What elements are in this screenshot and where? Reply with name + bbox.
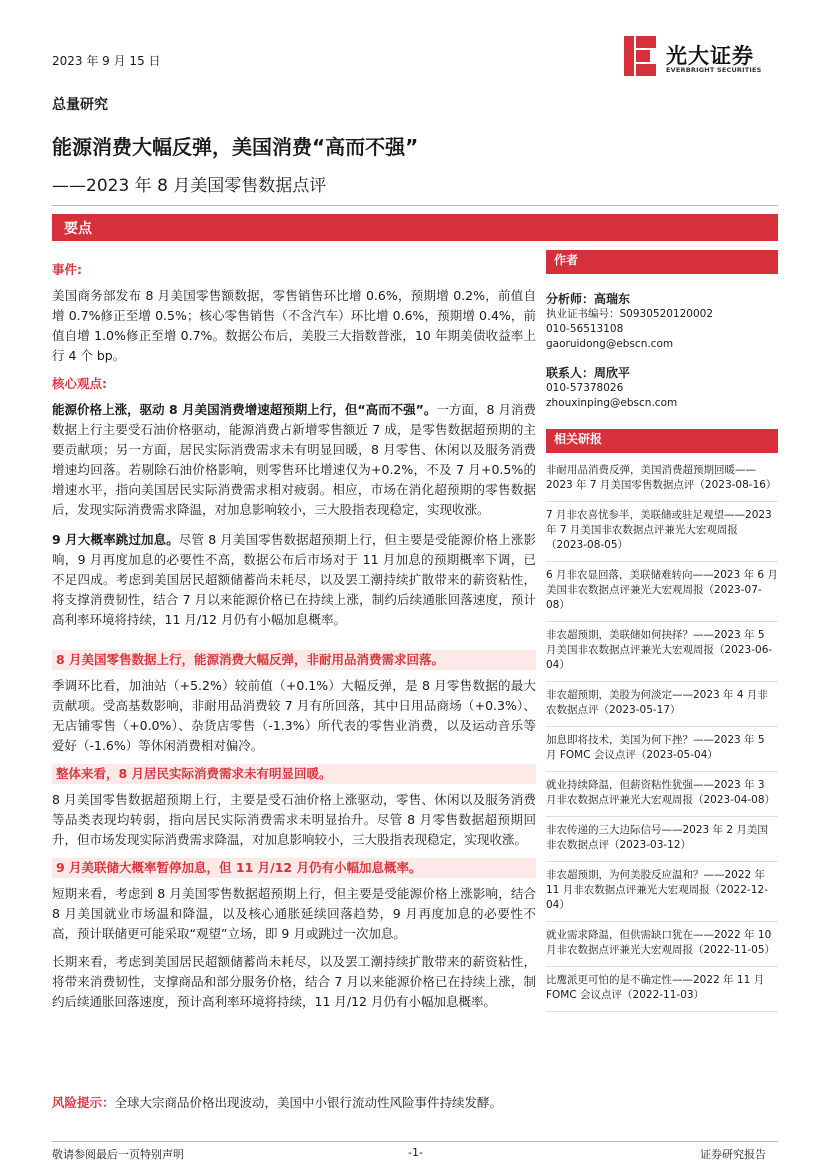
section-2-text: 8 月美国零售数据超预期上行，主要是受石油价格上涨驱动，零售、休闲以及服务消费等品类表现均转弱，指向居民实际消费需求未明显抬升。尽管 8 月零售数据超预期回升，但市场发现实际消费需求降温，对加息影响较小，三大股指表现稳定，实现收涨。 [52,792,536,847]
core-p1-bold: 能源价格上涨，驱动 8 月美国消费增速超预期上行，但“高而不强”。 [52,402,437,417]
analyst-phone: 010-56513108 [546,323,624,335]
footer-disclaimer: 敬请参阅最后一页特别声明 [52,1148,184,1161]
core-label: 核心观点: [52,376,107,391]
logo-text-cn: 光大证券 [666,44,754,68]
core-paragraph-2 [52,530,536,630]
core-p2-text: 尽管 8 月美国零售数据超预期上行，但主要是受能源价格上涨影响，9 月再度加息的必要性不高，数据公布后市场对于 11 月加息的预期概率下调，已不足四成。考虑到美国居民超额储蓄尚未耗尽，以及罢工潮持续扩散带来的薪资粘性，将支撑消费韧性，结合 7 月以来能源价格已在持续上涨，制约后续通胀回落速度，预计高利率环境将持续，11 月/12 月仍有小幅加息概率。 [52,532,536,627]
analyst-cert: 执业证书编号：S0930520120002 [546,308,714,320]
related-header: 相关研报 [546,429,778,453]
footer-report-type: 证券研究报告 [700,1148,766,1161]
related-report-item[interactable]: 7 月非农喜忧参半，美联储或驻足观望——2023 年 7 月美国非农数据点评兼光大宏观周报（2023-08-05） [546,502,778,562]
report-title: 能源消费大幅反弹，美国消费“高而不强” [52,135,419,159]
section-3-text-2: 长期来看，考虑到美国居民超额储蓄尚未耗尽，以及罢工潮持续扩散带来的薪资粘性，将带来消费韧性，支撑商品和部分服务价格，结合 7 月以来能源价格已在持续上涨，制约后续通胀回落速度，预计高利率环境将持续，11 月/12 月仍有小幅加息概率。 [52,954,536,1009]
contact-phone: 010-57378026 [546,382,624,394]
page-number: -1- [408,1146,423,1159]
main-content [52,260,536,1012]
sidebar [546,250,778,1012]
logo-text-en: EVERBRIGHT SECURITIES [666,66,762,74]
risk-label: 风险提示： [52,1095,115,1110]
header-divider [52,205,778,206]
section-1-text: 季调环比看，加油站（+5.2%）较前值（+0.1%）大幅反弹，是 8 月零售数据的最大贡献项。受高基数影响，非耐用品消费较 7 月有所回落，其中日用品商场（+0.3%）、无店铺零售（+0.0%）、杂货店零售（-1.3%）所代表的零售业消费，以及运动音乐等爱好（-1.6%）等休闲消费相对偏冷。 [52,678,536,753]
report-subtitle: ——2023 年 8 月美国零售数据点评 [52,176,327,196]
risk-text: 全球大宗商品价格出现波动，美国中小银行流动性风险事件持续发酵。 [114,1095,503,1110]
related-report-item[interactable]: 非农传递的三大边际信号——2023 年 2 月美国非农数据点评（2023-03-12） [546,817,778,862]
section-2-label: 整体来看，8 月居民实际消费需求未有明显回暖。 [52,764,536,784]
event-text: 美国商务部发布 8 月美国零售额数据，零售销售环比增 0.6%，预期增 0.2%，前值自增 0.7%修正至增 0.5%；核心零售销售（不含汽车）环比增 0.6%，预期增 0.4%，前值自增 1.0%修正至增 0.7%。数据公布后，美股三大指数普涨，10 年期美债收益率上行 4 个 bp。 [52,288,536,363]
author-block [546,274,778,411]
event-label: 事件: [52,262,82,277]
related-report-item[interactable]: 6 月非农显回落，美联储难转向——2023 年 6 月美国非农数据点评兼光大宏观周报（2023-07-08） [546,562,778,622]
risk-warning [52,1093,778,1111]
section-3-label: 9 月美联储大概率暂停加息，但 11 月/12 月仍有小幅加息概率。 [52,858,536,878]
related-report-item[interactable]: 就业需求降温，但供需缺口犹在——2022 年 10 月非农数据点评兼光大宏观周报（2022-11-05） [546,922,778,967]
contact-name: 联系人：周欣平 [546,366,631,380]
related-report-item[interactable]: 就业持续降温，但薪资粘性犹强——2023 年 3 月非农数据点评兼光大宏观周报（2023-04-08） [546,772,778,817]
core-p2-bold: 9 月大概率跳过加息。 [52,532,179,547]
company-logo [624,36,784,86]
related-report-item[interactable]: 非农超预期，为何美股反应温和？——2022 年 11 月非农数据点评兼光大宏观周报（2022-12-04） [546,862,778,922]
core-p1-text: 一方面，8 月消费数据上行主要受石油价格驱动，能源消费占新增零售额近 7 成，是零售数据超预期的主要贡献项；另一方面，居民实际消费需求未有明显回暖，8 月零售、休闲以及服务消费增速均回落。若剔除石油价格影响，则零售环比增速仅为+0.2%，不及 7 月+0.5%的增速水平，指向美国居民实际消费需求相对疲弱。相应，市场在消化超预期的零售数据后，发现实际消费需求降温，对加息影响较小，三大股指表现稳定，实现收涨。 [52,402,536,517]
related-report-item[interactable]: 非耐用品消费反弹，美国消费超预期回暖——2023 年 7 月美国零售数据点评（2023-08-16） [546,457,778,502]
report-category: 总量研究 [52,97,108,113]
analyst-email: gaoruidong@ebscn.com [546,338,674,350]
section-3-text-1: 短期来看，考虑到 8 月美国零售数据超预期上行，但主要是受能源价格上涨影响，结合 8 月美国就业市场温和降温，以及核心通胀延续回落趋势，9 月再度加息的必要性不高，预计联储更可能采取“观望”立场，即 9 月或跳过一次加息。 [52,886,536,941]
analyst-name: 分析师：高瑞东 [546,292,631,306]
related-reports-list [546,453,778,1012]
related-report-item[interactable]: 比鹰派更可怕的是不确定性——2022 年 11 月 FOMC 会议点评（2022-11-03） [546,967,778,1012]
contact-email: zhouxinping@ebscn.com [546,397,678,409]
report-date: 2023 年 9 月 15 日 [52,54,161,68]
everbright-logo-icon [624,36,656,76]
core-paragraph-1 [52,400,536,520]
footer-divider [52,1141,778,1142]
section-1-label: 8 月美国零售数据上行，能源消费大幅反弹，非耐用品消费需求回落。 [52,650,536,670]
author-header: 作者 [546,250,778,274]
related-report-item[interactable]: 非农超预期，美联储如何抉择？——2023 年 5 月美国非农数据点评兼光大宏观周报（2023-06-04） [546,622,778,682]
keypoints-banner: 要点 [52,214,778,241]
related-report-item[interactable]: 非农超预期，美股为何淡定——2023 年 4 月非农数据点评（2023-05-17） [546,682,778,727]
related-report-item[interactable]: 加息即将技术，美国为何下挫？——2023 年 5 月 FOMC 会议点评（2023-05-04） [546,727,778,772]
